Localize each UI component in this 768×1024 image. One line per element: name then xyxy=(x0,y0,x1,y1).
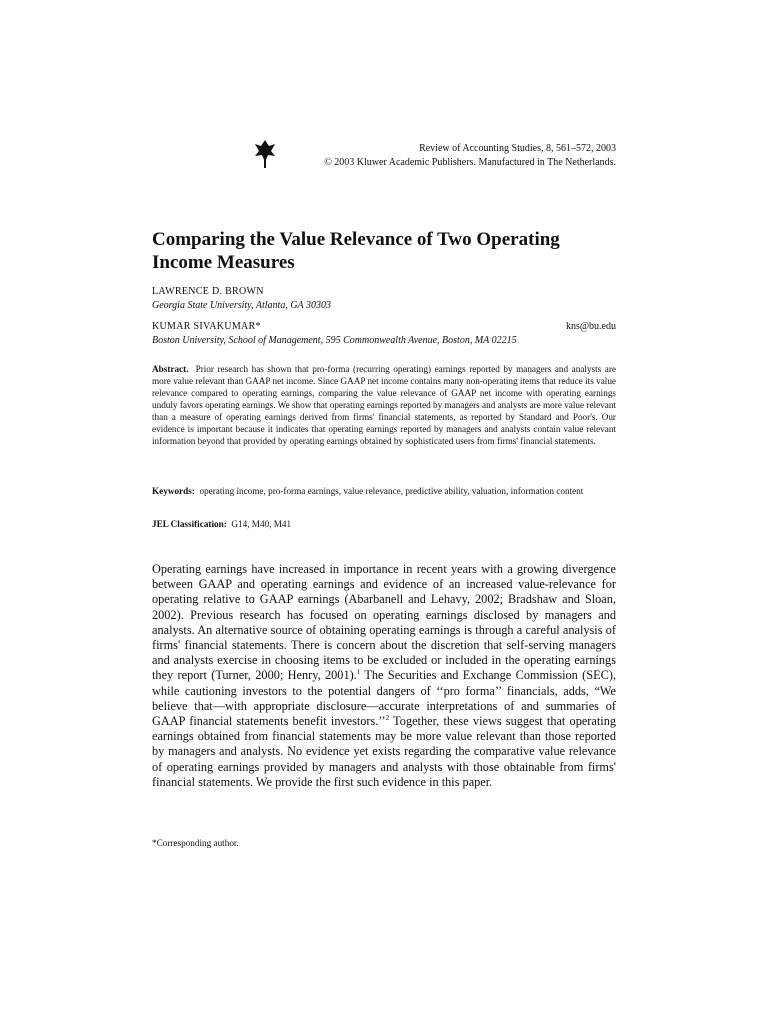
body-paragraph xyxy=(152,562,616,790)
paper-title: Comparing the Value Relevance of Two Operating Income Measures xyxy=(152,229,560,273)
keywords-label: Keywords: xyxy=(152,486,195,496)
body-text-part3: Together, these views suggest that operating earnings obtained from financial statements may be more value relevant than those reported by managers and analysts. No evidence yet exists regarding the comparative value relevance of operating earnings provided by managers and analysts with those obtainable from firms' financial statements. We provide the first such evidence in this paper. xyxy=(152,714,616,789)
jel-label: JEL Classification: xyxy=(152,519,227,529)
keywords-text: operating income, pro-forma earnings, value relevance, predictive ability, valuation, information content xyxy=(199,486,584,496)
keywords xyxy=(152,485,616,497)
author-affiliation: Georgia State University, Atlanta, GA 30303 xyxy=(152,300,331,311)
journal-header xyxy=(324,142,616,170)
footnote-marker[interactable]: 2 xyxy=(385,713,390,722)
footnote-marker[interactable]: 1 xyxy=(356,668,361,677)
journal-copyright: © 2003 Kluwer Academic Publishers. Manufactured in The Netherlands. xyxy=(324,157,616,168)
publisher-logo-icon xyxy=(255,140,275,168)
footnote-corresponding-author: *Corresponding author. xyxy=(152,838,239,848)
author-name: KUMAR SIVAKUMAR* xyxy=(152,321,261,332)
journal-citation: Review of Accounting Studies, 8, 561–572, 2003 xyxy=(419,143,616,154)
jel-text: G14, M40, M41 xyxy=(231,519,292,529)
author-affiliation: Boston University, School of Management, 595 Commonwealth Avenue, Boston, MA 02215 xyxy=(152,335,517,346)
body-text-part2: The Securities and Exchange Commission (SEC), while cautioning investors to the potential dangers of ‘‘pro forma’’ financials, adds, “We believe that—with appropriate disclosure—accurate interpretations of and summaries of GAAP financial statements benefit investors.’’ xyxy=(152,668,616,729)
abstract-label: Abstract. xyxy=(152,364,189,374)
author-block xyxy=(152,320,616,348)
abstract xyxy=(152,363,616,447)
author-name: LAWRENCE D. BROWN xyxy=(152,286,264,297)
abstract-text: Prior research has shown that pro-forma (recurring operating) earnings reported by managers and analysts are more value relevant than GAAP net income. Since GAAP net income contains many non-operating items that reduce its value relevance compared to operating earnings, comparing the value relevance of GAAP net income with operating earnings unduly favors operating earnings. We show that operating earnings reported by managers and analysts are more value relevant than a measure of operating earnings derived from firms' financial statements, as reported by Standard and Poor's. Our evidence is important because it indicates that operating earnings reported by managers and analysts contain value relevant information beyond that provided by operating earnings obtained by sophisticated users from firms' financial statements. xyxy=(152,364,617,446)
body-text-part1: Operating earnings have increased in importance in recent years with a growing divergence between GAAP and operating earnings and evidence of an increased value-relevance for operating relative to GAAP earnings (Abarbanell and Lehavy, 2002; Bradshaw and Sloan, 2002). Previous research has focused on operating earnings disclosed by managers and analysts. An alternative source of obtaining operating earnings is through a careful analysis of firms' financial statements. There is concern about the discretion that self-serving managers and analysts exercise in choosing items to be excluded or included in the operating earnings they report (Turner, 2000; Henry, 2001). xyxy=(152,562,616,683)
author-email[interactable]: kns@bu.edu xyxy=(565,321,616,332)
jel-classification xyxy=(152,518,616,530)
author-block xyxy=(152,285,616,313)
